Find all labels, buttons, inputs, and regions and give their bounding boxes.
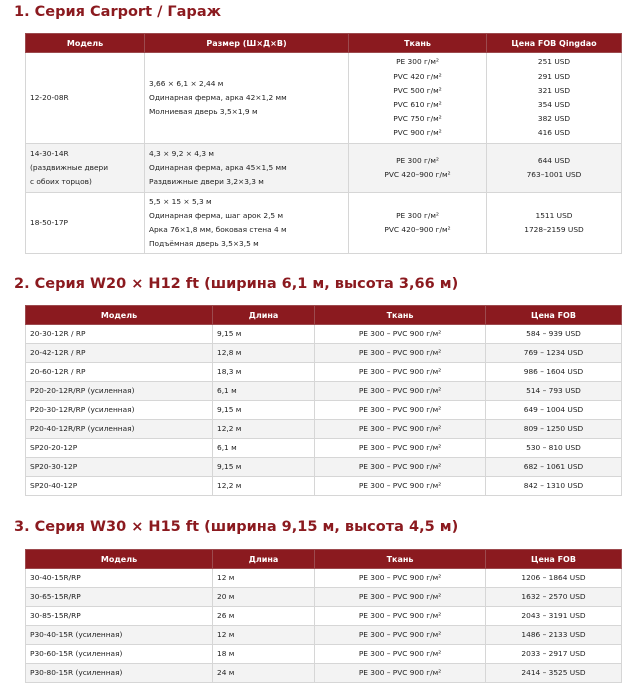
cell-price <box>487 193 622 254</box>
cell-fabric <box>349 53 487 144</box>
cell-model: SP20-40-12P <box>26 477 213 496</box>
w30-series-table <box>25 549 622 683</box>
size-line: Молниевая дверь 3,5×1,9 м <box>149 107 258 117</box>
column-header-size: Размер (Ш×Д×В) <box>145 34 349 53</box>
price-line: 763–1001 USD <box>526 170 582 179</box>
table-row <box>26 477 622 496</box>
cell-fabric: PE 300 – PVC 900 г/м² <box>315 607 486 626</box>
column-header-length: Длина <box>213 306 315 325</box>
cell-size <box>145 144 349 193</box>
cell-model: 30-40-15R/RP <box>26 569 213 588</box>
fabric-line: PE 300 г/м² <box>396 210 439 220</box>
cell-fabric: PE 300 – PVC 900 г/м² <box>315 344 486 363</box>
cell-price: 1486 – 2133 USD <box>486 626 622 645</box>
size-line: Одинарная ферма, арка 42×1,2 мм <box>149 92 287 102</box>
table-row <box>26 645 622 664</box>
cell-model: SP20-20-12P <box>26 439 213 458</box>
price-line: 291 USD <box>537 71 571 81</box>
cell-length: 20 м <box>213 588 315 607</box>
cell-model: SP20-30-12P <box>26 458 213 477</box>
cell-model: 20-60-12R / RP <box>26 363 213 382</box>
table-row <box>26 458 622 477</box>
cell-model: P20-40-12R/RP (усиленная) <box>26 420 213 439</box>
cell-fabric: PE 300 – PVC 900 г/м² <box>315 645 486 664</box>
cell-fabric: PE 300 – PVC 900 г/м² <box>315 477 486 496</box>
table-row <box>26 193 622 254</box>
model-line: 12-20-08R <box>30 92 69 102</box>
cell-size <box>145 53 349 144</box>
cell-length: 6,1 м <box>213 382 315 401</box>
cell-price: 682 – 1061 USD <box>486 458 622 477</box>
cell-length: 12,2 м <box>213 477 315 496</box>
table-header-row <box>26 550 622 569</box>
model-line: 18-50-17P <box>30 217 69 227</box>
table-row <box>26 588 622 607</box>
cell-price <box>487 53 622 144</box>
cell-price: 769 – 1234 USD <box>486 344 622 363</box>
section-3-title: 3. Серия W30 × H15 ft (ширина 9,15 м, высота 4,5 м) <box>14 519 459 535</box>
cell-fabric: PE 300 – PVC 900 г/м² <box>315 325 486 344</box>
fabric-line: PE 300 г/м² <box>396 155 439 165</box>
cell-price: 649 – 1004 USD <box>486 401 622 420</box>
price-line: 354 USD <box>537 100 571 109</box>
cell-model: P20-20-12R/RP (усиленная) <box>26 382 213 401</box>
cell-fabric: PE 300 – PVC 900 г/м² <box>315 664 486 683</box>
table-row <box>26 420 622 439</box>
cell-price: 2033 – 2917 USD <box>486 645 622 664</box>
fabric-line: PE 300 г/м² <box>396 57 439 67</box>
cell-price: 2043 – 3191 USD <box>486 607 622 626</box>
cell-model: 20-42-12R / RP <box>26 344 213 363</box>
cell-length: 18,3 м <box>213 363 315 382</box>
table-row <box>26 344 622 363</box>
column-header-model: Модель <box>26 306 213 325</box>
cell-price: 1206 – 1864 USD <box>486 569 622 588</box>
fabric-line: PVC 420–900 г/м² <box>384 170 451 179</box>
table-header-row <box>26 34 622 53</box>
cell-price: 2414 – 3525 USD <box>486 664 622 683</box>
cell-length: 26 м <box>213 607 315 626</box>
cell-price <box>487 144 622 193</box>
fabric-line: PVC 610 г/м² <box>393 100 442 109</box>
table-row <box>26 401 622 420</box>
table-row <box>26 607 622 626</box>
cell-length: 9,15 м <box>213 458 315 477</box>
column-header-price: Цена FOB <box>486 306 622 325</box>
size-line: Арка 76×1,8 мм, боковая стена 4 м <box>149 225 287 234</box>
table-row <box>26 382 622 401</box>
section-1-title: 1. Серия Carport / Гараж <box>14 4 222 20</box>
cell-model: P30-80-15R (усиленная) <box>26 664 213 683</box>
cell-length: 12 м <box>213 569 315 588</box>
cell-fabric <box>349 144 487 193</box>
table-row <box>26 325 622 344</box>
cell-length: 12,2 м <box>213 420 315 439</box>
cell-price: 514 – 793 USD <box>486 382 622 401</box>
cell-model: 30-85-15R/RP <box>26 607 213 626</box>
cell-length: 12,8 м <box>213 344 315 363</box>
model-line: с обоих торцов) <box>30 177 92 187</box>
size-line: Подъёмная дверь 3,5×3,5 м <box>149 239 259 249</box>
price-line: 416 USD <box>537 128 571 138</box>
cell-fabric: PE 300 – PVC 900 г/м² <box>315 420 486 439</box>
w20-series-table <box>25 305 622 496</box>
column-header-price: Цена FOB Qingdao <box>487 34 622 53</box>
column-header-fabric: Ткань <box>315 550 486 569</box>
price-line: 644 USD <box>537 155 571 165</box>
cell-length: 12 м <box>213 626 315 645</box>
cell-size <box>145 193 349 254</box>
price-line: 251 USD <box>537 57 571 67</box>
cell-fabric: PE 300 – PVC 900 г/м² <box>315 626 486 645</box>
cell-length: 9,15 м <box>213 325 315 344</box>
cell-fabric: PE 300 – PVC 900 г/м² <box>315 569 486 588</box>
cell-length: 6,1 м <box>213 439 315 458</box>
column-header-fabric: Ткань <box>315 306 486 325</box>
section-2-title: 2. Серия W20 × H12 ft (ширина 6,1 м, высота 3,66 м) <box>14 276 459 292</box>
cell-fabric: PE 300 – PVC 900 г/м² <box>315 458 486 477</box>
cell-length: 9,15 м <box>213 401 315 420</box>
cell-model: P20-30-12R/RP (усиленная) <box>26 401 213 420</box>
fabric-line: PVC 500 г/м² <box>393 85 442 95</box>
cell-model <box>26 193 145 254</box>
size-line: 5,5 × 15 × 5,3 м <box>149 196 212 206</box>
cell-price: 842 – 1310 USD <box>486 477 622 496</box>
cell-fabric: PE 300 – PVC 900 г/м² <box>315 363 486 382</box>
price-line: 1511 USD <box>535 210 573 220</box>
cell-length: 18 м <box>213 645 315 664</box>
cell-price: 530 – 810 USD <box>486 439 622 458</box>
model-line: 14-30-14R <box>30 148 69 158</box>
cell-fabric: PE 300 – PVC 900 г/м² <box>315 588 486 607</box>
table-row <box>26 664 622 683</box>
cell-model <box>26 53 145 144</box>
price-line: 382 USD <box>537 114 571 124</box>
cell-model: 30-65-15R/RP <box>26 588 213 607</box>
cell-fabric: PE 300 – PVC 900 г/м² <box>315 401 486 420</box>
size-line: Одинарная ферма, шаг арок 2,5 м <box>149 210 284 220</box>
cell-model: P30-60-15R (усиленная) <box>26 645 213 664</box>
table-row <box>26 363 622 382</box>
carport-table <box>25 33 622 254</box>
fabric-line: PVC 900 г/м² <box>393 128 442 138</box>
fabric-line: PVC 420 г/м² <box>393 71 442 81</box>
table-row <box>26 53 622 144</box>
cell-length: 24 м <box>213 664 315 683</box>
cell-price: 986 – 1604 USD <box>486 363 622 382</box>
fabric-line: PVC 750 г/м² <box>393 114 442 124</box>
cell-model: P30-40-15R (усиленная) <box>26 626 213 645</box>
cell-price: 809 – 1250 USD <box>486 420 622 439</box>
cell-fabric: PE 300 – PVC 900 г/м² <box>315 439 486 458</box>
table-row <box>26 626 622 645</box>
size-line: Одинарная ферма, арка 45×1,5 мм <box>149 162 287 172</box>
column-header-fabric: Ткань <box>349 34 487 53</box>
cell-model <box>26 144 145 193</box>
size-line: Раздвижные двери 3,2×3,3 м <box>149 177 264 187</box>
model-line: (раздвижные двери <box>30 162 109 172</box>
price-line: 1728–2159 USD <box>524 225 584 234</box>
column-header-length: Длина <box>213 550 315 569</box>
table-row <box>26 439 622 458</box>
table-row <box>26 144 622 193</box>
size-line: 4,3 × 9,2 × 4,3 м <box>149 148 214 158</box>
cell-price: 584 – 939 USD <box>486 325 622 344</box>
column-header-model: Модель <box>26 550 213 569</box>
column-header-price: Цена FOB <box>486 550 622 569</box>
cell-price: 1632 – 2570 USD <box>486 588 622 607</box>
fabric-line: PVC 420–900 г/м² <box>384 225 451 234</box>
cell-model: 20-30-12R / RP <box>26 325 213 344</box>
cell-fabric: PE 300 – PVC 900 г/м² <box>315 382 486 401</box>
column-header-model: Модель <box>26 34 145 53</box>
price-line: 321 USD <box>537 85 571 95</box>
size-line: 3,66 × 6,1 × 2,44 м <box>149 78 224 88</box>
table-row <box>26 569 622 588</box>
table-header-row <box>26 306 622 325</box>
cell-fabric <box>349 193 487 254</box>
